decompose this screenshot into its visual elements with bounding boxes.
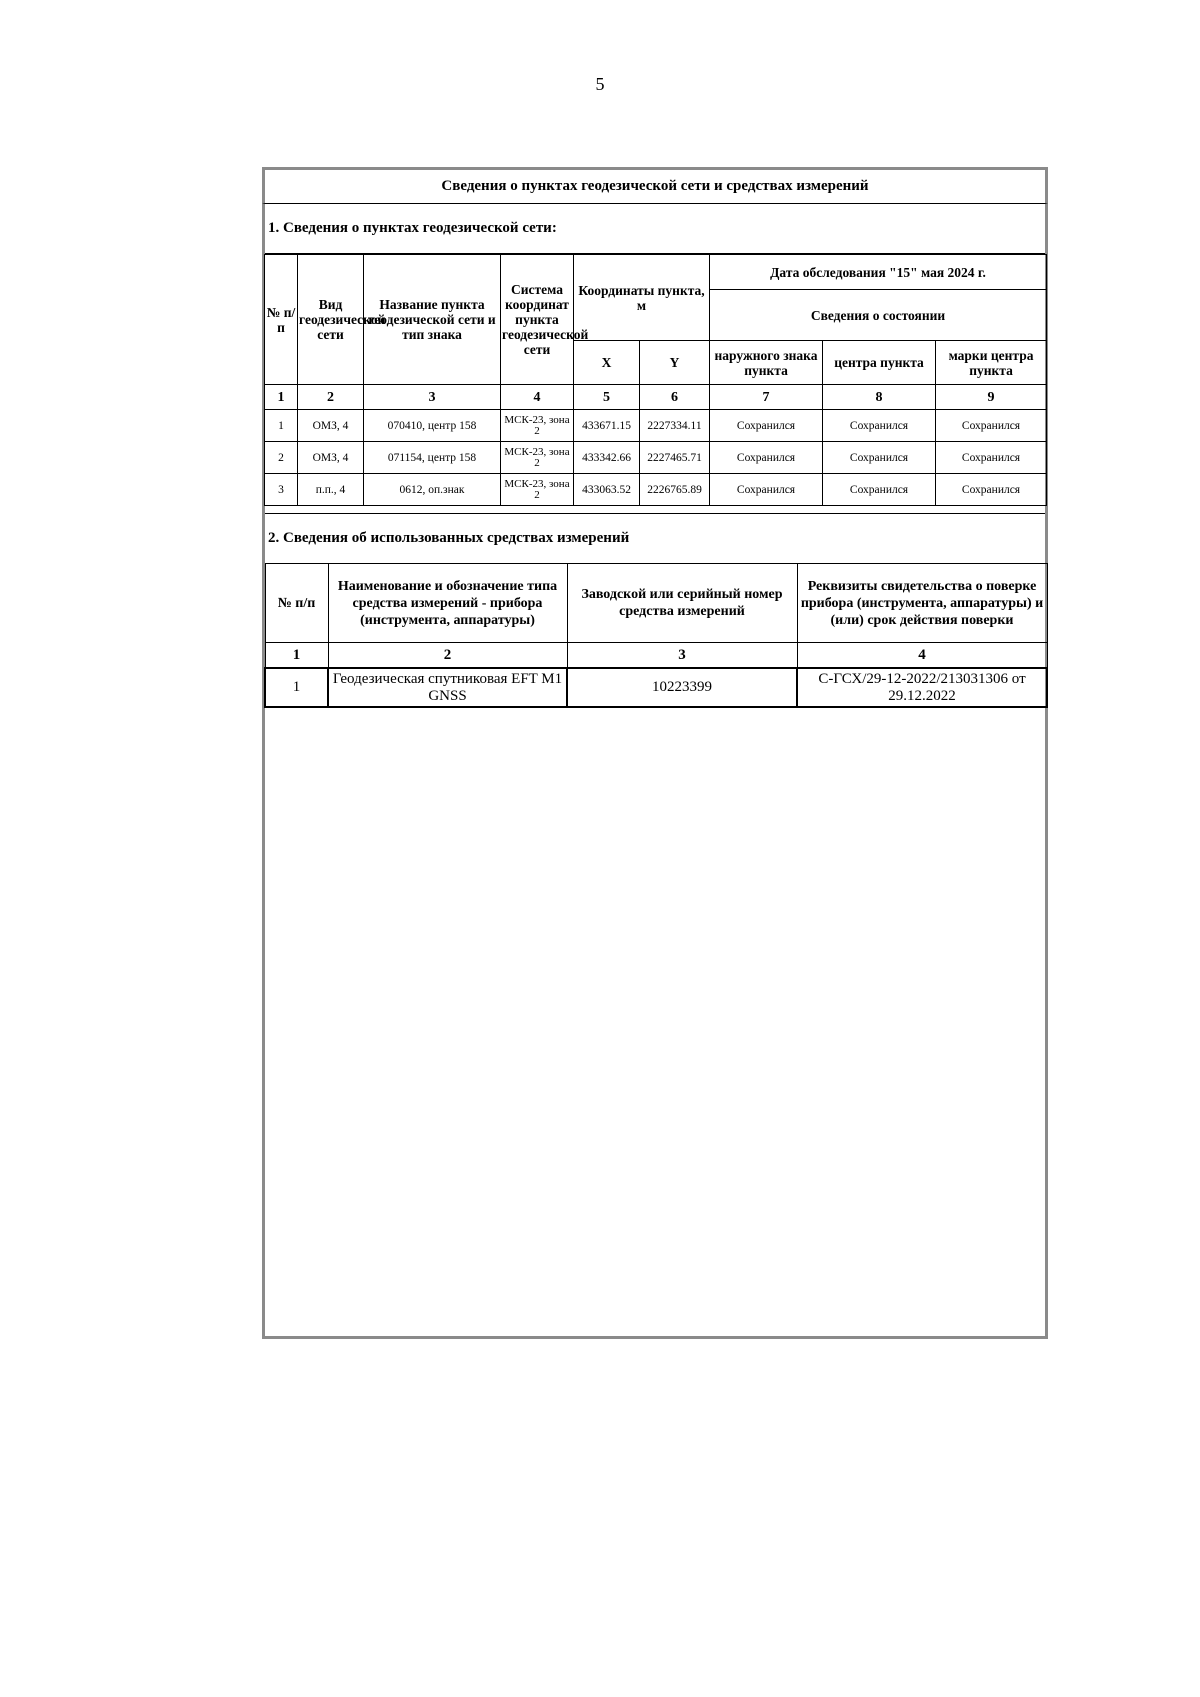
row-number: 1 <box>265 668 328 707</box>
row-number: 3 <box>265 474 298 506</box>
point-name: 071154, центр 158 <box>364 442 501 474</box>
header-num: № п/п <box>265 255 298 385</box>
column-number: 1 <box>265 643 328 669</box>
column-number: 2 <box>298 385 364 410</box>
network-type: ОМЗ, 4 <box>298 442 364 474</box>
column-number: 3 <box>364 385 501 410</box>
row-number: 2 <box>265 442 298 474</box>
center-mark-status: Сохранился <box>936 442 1047 474</box>
column-number: 7 <box>710 385 823 410</box>
coord-system: МСК-23, зона 2 <box>501 474 574 506</box>
row-number: 1 <box>265 410 298 442</box>
network-type: п.п., 4 <box>298 474 364 506</box>
header-instrument-name: Наименование и обозначение типа средства измерений - прибора (инструмента, аппаратуры) <box>328 564 567 643</box>
coord-y: 2227465.71 <box>640 442 710 474</box>
column-number: 1 <box>265 385 298 410</box>
header-num: № п/п <box>265 564 328 643</box>
column-number: 9 <box>936 385 1047 410</box>
center-mark-status: Сохранился <box>936 410 1047 442</box>
header-condition: Сведения о состоянии <box>710 290 1047 341</box>
table-row <box>265 474 1047 506</box>
header-y: Y <box>640 341 710 385</box>
column-number: 4 <box>501 385 574 410</box>
instruments-table <box>264 563 1048 708</box>
coord-x: 433063.52 <box>574 474 640 506</box>
header-survey-date: Дата обследования "15" мая 2024 г. <box>710 255 1047 290</box>
instrument-name: Геодезическая спутниковая EFT M1 GNSS <box>328 668 567 707</box>
geodetic-points-table <box>264 254 1047 506</box>
point-name: 0612, оп.знак <box>364 474 501 506</box>
page-number: 5 <box>595 74 605 94</box>
coord-system: МСК-23, зона 2 <box>501 442 574 474</box>
serial-number: 10223399 <box>567 668 797 707</box>
column-number: 3 <box>567 643 797 669</box>
column-number: 4 <box>797 643 1047 669</box>
point-name: 070410, центр 158 <box>364 410 501 442</box>
outer-sign-status: Сохранился <box>710 474 823 506</box>
header-outer-sign: наружного знака пункта <box>710 341 823 385</box>
header-serial-number: Заводской или серийный номер средства измерений <box>567 564 797 643</box>
center-mark-status: Сохранился <box>936 474 1047 506</box>
outer-sign-status: Сохранился <box>710 410 823 442</box>
header-point-name: Название пункта геодезической сети и тип знака <box>364 255 501 385</box>
header-x: X <box>574 341 640 385</box>
coord-x: 433342.66 <box>574 442 640 474</box>
section1-title: 1. Сведения о пунктах геодезической сети: <box>265 204 1045 254</box>
column-number: 5 <box>574 385 640 410</box>
certificate: С-ГСХ/29-12-2022/213031306 от 29.12.2022 <box>797 668 1047 707</box>
table-row <box>265 668 1047 707</box>
center-status: Сохранился <box>823 474 936 506</box>
table-row <box>265 410 1047 442</box>
header-center: центра пункта <box>823 341 936 385</box>
column-number: 8 <box>823 385 936 410</box>
header-certificate: Реквизиты свидетельства о поверке прибора (инструмента, аппаратуры) и (или) срок действия поверки <box>797 564 1047 643</box>
coord-y: 2226765.89 <box>640 474 710 506</box>
section2-title: 2. Сведения об использованных средствах измерений <box>265 513 1045 563</box>
column-number: 6 <box>640 385 710 410</box>
table-row <box>265 442 1047 474</box>
center-status: Сохранился <box>823 442 936 474</box>
header-center-mark: марки центра пункта <box>936 341 1047 385</box>
coord-x: 433671.15 <box>574 410 640 442</box>
header-coord-system: Система координат пункта геодезической сети <box>501 255 574 385</box>
center-status: Сохранился <box>823 410 936 442</box>
outer-sign-status: Сохранился <box>710 442 823 474</box>
coord-y: 2227334.11 <box>640 410 710 442</box>
header-coordinates: Координаты пункта, м <box>574 255 710 341</box>
header-network-type: Вид геодезической сети <box>298 255 364 385</box>
column-number: 2 <box>328 643 567 669</box>
page-title: Сведения о пунктах геодезической сети и средствах измерений <box>262 167 1048 204</box>
coord-system: МСК-23, зона 2 <box>501 410 574 442</box>
network-type: ОМЗ, 4 <box>298 410 364 442</box>
